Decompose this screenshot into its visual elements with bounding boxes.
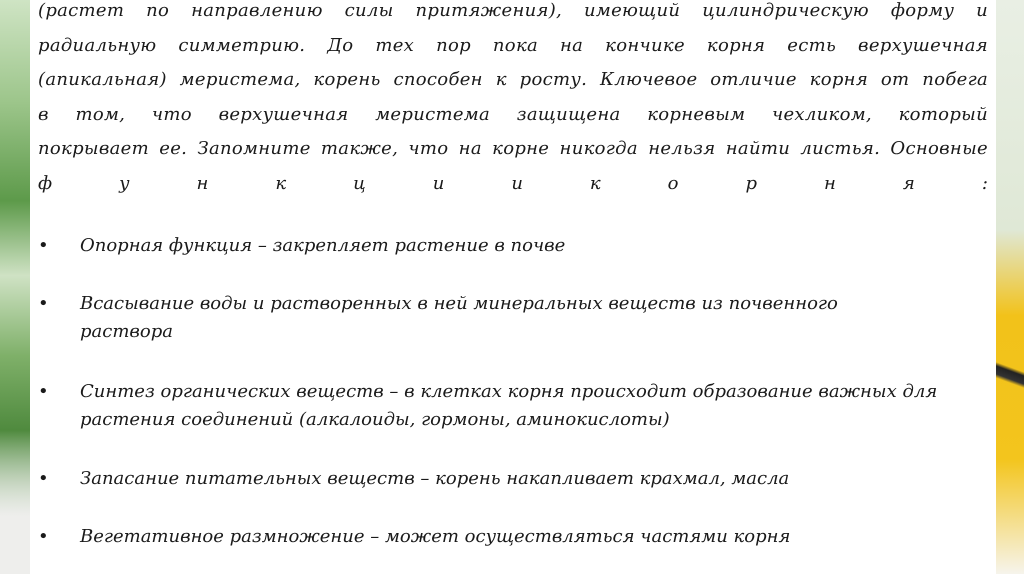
bullet-icon: • [38, 235, 49, 256]
list-item-text: Синтез органических веществ – в клетках корня происходит образование важных для растения соединений (алкалоиды, гормоны, аминокислоты) [80, 381, 938, 430]
spread-letter: ц [353, 172, 366, 194]
text-content [38, 0, 988, 202]
background-leaves-left [0, 0, 30, 574]
list-item-text: Запасание питательных веществ – корень накапливает крахмал, масла [80, 468, 790, 489]
spread-letter: и [511, 172, 523, 194]
bullet-icon: • [38, 468, 49, 489]
spread-letter: о [667, 172, 679, 194]
functions-list [38, 232, 988, 551]
spread-letter: : [981, 172, 988, 194]
list-item [38, 290, 988, 346]
spread-letter: к [589, 172, 601, 194]
pen-decoration [996, 360, 1024, 390]
spread-letter: и [432, 172, 445, 194]
spread-letter: ф [38, 172, 53, 194]
list-item [38, 465, 988, 493]
bullet-icon: • [38, 381, 49, 402]
list-item-text: Всасывание воды и растворенных в ней минеральных веществ из почвенного раствора [80, 293, 838, 342]
paragraph-line: радиальную симметрию. До тех пор пока на кончике корня есть верхушечная [38, 34, 988, 56]
list-item [38, 523, 988, 551]
paragraph-line: в том, что верхушечная меристема защищена корневым чехликом, который [38, 103, 988, 125]
paragraph-line: (апикальная) меристема, корень способен к росту. Ключевое отличие корня от побега [38, 69, 988, 91]
spread-letter: н [196, 172, 209, 194]
intro-paragraph [38, 0, 988, 167]
paragraph-line: (растет по направлению силы притяжения), имеющий цилиндрическую форму и [38, 0, 988, 21]
bullet-icon: • [38, 526, 49, 547]
list-item-text: Опорная функция – закрепляет растение в почве [80, 235, 566, 256]
paragraph-line: покрывает ее. Запомните также, что на корне никогда нельзя найти листья. Основные [38, 138, 988, 160]
spread-heading-functions [38, 167, 988, 202]
bullet-icon: • [38, 293, 49, 314]
spread-letter: я [902, 172, 915, 194]
background-decor-right [996, 0, 1024, 574]
spread-letter: н [824, 172, 836, 194]
list-item [38, 232, 988, 260]
spread-letter: р [745, 172, 758, 194]
list-item-text: Вегетативное размножение – может осуществляться частями корня [80, 526, 791, 547]
slide-content-card [30, 0, 996, 574]
list-item [38, 378, 988, 434]
spread-letter: у [119, 172, 130, 194]
spread-letter: к [275, 172, 287, 194]
